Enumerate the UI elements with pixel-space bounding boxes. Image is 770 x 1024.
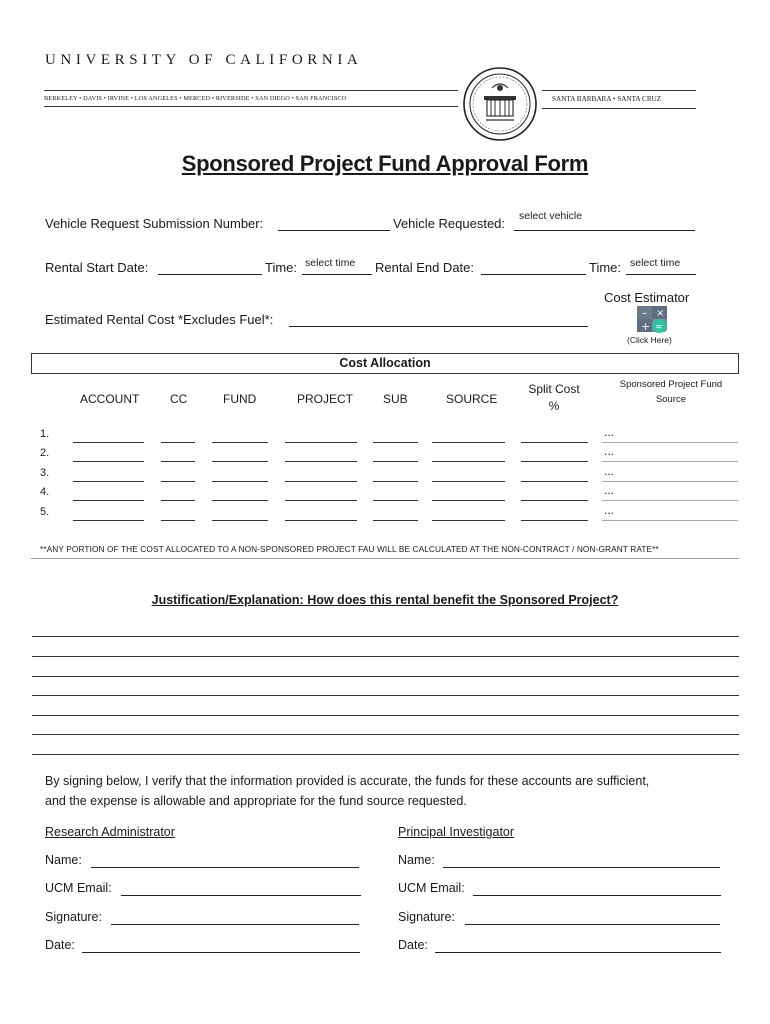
allocation-split-cost-field[interactable] [521,480,588,482]
vehicle-requested-label: Vehicle Requested: [393,216,506,231]
justification-line-7[interactable] [32,754,739,755]
allocation-source-field[interactable] [432,480,505,482]
col-project: PROJECT [297,392,354,406]
allocation-fund-source-select[interactable] [602,441,738,443]
vehicle-request-number-field[interactable] [278,216,390,231]
university-name: UNIVERSITY OF CALIFORNIA [45,52,363,68]
estimated-cost-label: Estimated Rental Cost *Excludes Fuel*: [45,312,274,327]
justification-heading [0,591,770,609]
allocation-source-field[interactable] [432,519,505,521]
allocation-fund-field[interactable] [212,519,268,521]
page-title-text: Sponsored Project Fund Approval Form [181,151,589,176]
research-admin-signature-label: Signature: [45,910,102,924]
rental-end-field[interactable] [481,260,586,275]
estimated-cost-field[interactable] [289,312,588,327]
research-admin-name-field[interactable] [91,867,359,868]
allocation-row-number: 2. [40,447,50,459]
allocation-sub-field[interactable] [373,519,418,521]
col-fund-source-line2: Source [655,394,687,405]
cost-estimator-label[interactable]: Cost Estimator [604,290,690,305]
col-cc: CC [170,392,188,406]
allocation-project-field[interactable] [285,499,357,501]
col-split-cost-line2: % [548,399,560,413]
research-admin-signature-field[interactable] [111,924,359,925]
allocation-row-number: 3. [40,467,50,479]
rental-start-label: Rental Start Date: [45,260,149,275]
allocation-sub-field[interactable] [373,480,418,482]
research-admin-email-field[interactable] [121,895,361,896]
research-admin-date-label: Date: [45,938,75,952]
allocation-fund-source-select[interactable] [602,480,738,482]
justification-line-5[interactable] [32,715,739,716]
header-rule-right-bottom [542,108,696,109]
col-sub: SUB [383,392,408,406]
allocation-project-field[interactable] [285,460,357,462]
cost-allocation-box [31,353,739,374]
allocation-source-field[interactable] [432,499,505,501]
principal-investigator-email-label: UCM Email: [398,881,465,895]
time2-value: select time [630,257,681,269]
allocation-split-cost-field[interactable] [521,499,588,501]
campuses-left: BERKELEY • DAVIS • IRVINE • LOS ANGELES • MERCED • RIVERSIDE • SAN DIEGO • SAN FRANCISCO [44,95,347,102]
svg-text:–: – [642,308,647,319]
allocation-note-rule [31,558,739,559]
svg-text:+: + [641,320,651,333]
certification-line-2: and the expense is allowable and appropriate for the fund source requested. [45,794,467,808]
header-rule-left-top [44,90,458,91]
allocation-cc-field[interactable] [161,441,195,443]
allocation-fund-source-select[interactable] [602,499,738,501]
principal-investigator-name-field[interactable] [443,867,720,868]
rental-end-label: Rental End Date: [375,260,475,275]
allocation-split-cost-field[interactable] [521,460,588,462]
vehicle-requested-value: select vehicle [519,210,583,222]
allocation-fund-field[interactable] [212,499,268,501]
principal-investigator-date-field[interactable] [435,952,721,953]
principal-investigator-signature-field[interactable] [465,924,720,925]
header-rule-right-top [542,90,696,91]
calculator-icon[interactable] [636,305,668,333]
allocation-row-number: 5. [40,506,50,518]
certification-line-1: By signing below, I verify that the information provided is accurate, the funds for these accounts are sufficient, [45,774,650,788]
campuses-right: SANTA BARBARA • SANTA CRUZ [552,95,662,103]
allocation-row-number: 4. [40,486,50,498]
justification-line-3[interactable] [32,676,739,677]
principal-investigator-email-field[interactable] [473,895,721,896]
allocation-account-field[interactable] [73,480,144,482]
allocation-fund-source-value: ... [604,444,615,458]
allocation-split-cost-field[interactable] [521,441,588,443]
allocation-sub-field[interactable] [373,499,418,501]
time2-label: Time: [589,260,622,275]
research-admin-email-label: UCM Email: [45,881,112,895]
allocation-account-field[interactable] [73,460,144,462]
allocation-fund-source-value: ... [604,464,615,478]
cost-allocation-title: Cost Allocation [339,356,431,370]
allocation-fund-source-select[interactable] [602,460,738,462]
allocation-account-field[interactable] [73,519,144,521]
svg-text:×: × [656,308,665,319]
col-account: ACCOUNT [80,392,140,406]
col-fund-source-line1: Sponsored Project Fund [619,379,723,390]
allocation-split-cost-field[interactable] [521,519,588,521]
cost-estimator-hint: (Click Here) [627,335,672,345]
allocation-sub-field[interactable] [373,441,418,443]
col-source: SOURCE [446,392,498,406]
allocation-project-field[interactable] [285,441,357,443]
research-admin-heading: Research Administrator [45,825,175,839]
allocation-account-field[interactable] [73,499,144,501]
principal-investigator-signature-label: Signature: [398,910,455,924]
allocation-fund-source-value: ... [604,425,615,439]
allocation-cc-field[interactable] [161,499,195,501]
allocation-project-field[interactable] [285,519,357,521]
col-split-cost-line1: Split Cost [528,382,580,396]
research-admin-date-field[interactable] [82,952,360,953]
header-rule-left-bottom [44,106,458,107]
time1-label: Time: [265,260,298,275]
justification-line-1[interactable] [32,636,739,637]
research-admin-name-label: Name: [45,853,82,867]
justification-heading-text: Justification/Explanation: How does this rental benefit the Sponsored Project? [151,593,619,607]
col-fund: FUND [223,392,257,406]
allocation-fund-field[interactable] [212,441,268,443]
allocation-fund-source-select[interactable] [602,519,738,521]
allocation-cc-field[interactable] [161,519,195,521]
allocation-cc-field[interactable] [161,460,195,462]
allocation-project-field[interactable] [285,480,357,482]
page-title [0,151,770,177]
allocation-row-number: 1. [40,428,50,440]
allocation-source-field[interactable] [432,460,505,462]
principal-investigator-heading: Principal Investigator [398,825,515,839]
allocation-account-field[interactable] [73,441,144,443]
allocation-cc-field[interactable] [161,480,195,482]
allocation-fund-source-value: ... [604,483,615,497]
allocation-fund-source-value: ... [604,503,615,517]
allocation-source-field[interactable] [432,441,505,443]
allocation-note: **ANY PORTION OF THE COST ALLOCATED TO A NON-SPONSORED PROJECT FAU WILL BE CALCULATED AT THE NON-CONTRACT / NON-GRANT RATE** [40,544,659,554]
principal-investigator-date-label: Date: [398,938,428,952]
time1-value: select time [305,257,356,269]
principal-investigator-name-label: Name: [398,853,435,867]
svg-text:=: = [655,322,663,333]
justification-line-6[interactable] [32,734,739,735]
col-fund-source [608,379,734,405]
allocation-fund-field[interactable] [212,480,268,482]
col-split-cost [524,382,584,413]
justification-line-2[interactable] [32,656,739,657]
vehicle-request-number-label: Vehicle Request Submission Number: [45,216,264,231]
rental-start-field[interactable] [158,260,262,275]
allocation-fund-field[interactable] [212,460,268,462]
university-seal-icon [462,66,538,142]
allocation-sub-field[interactable] [373,460,418,462]
justification-line-4[interactable] [32,695,739,696]
